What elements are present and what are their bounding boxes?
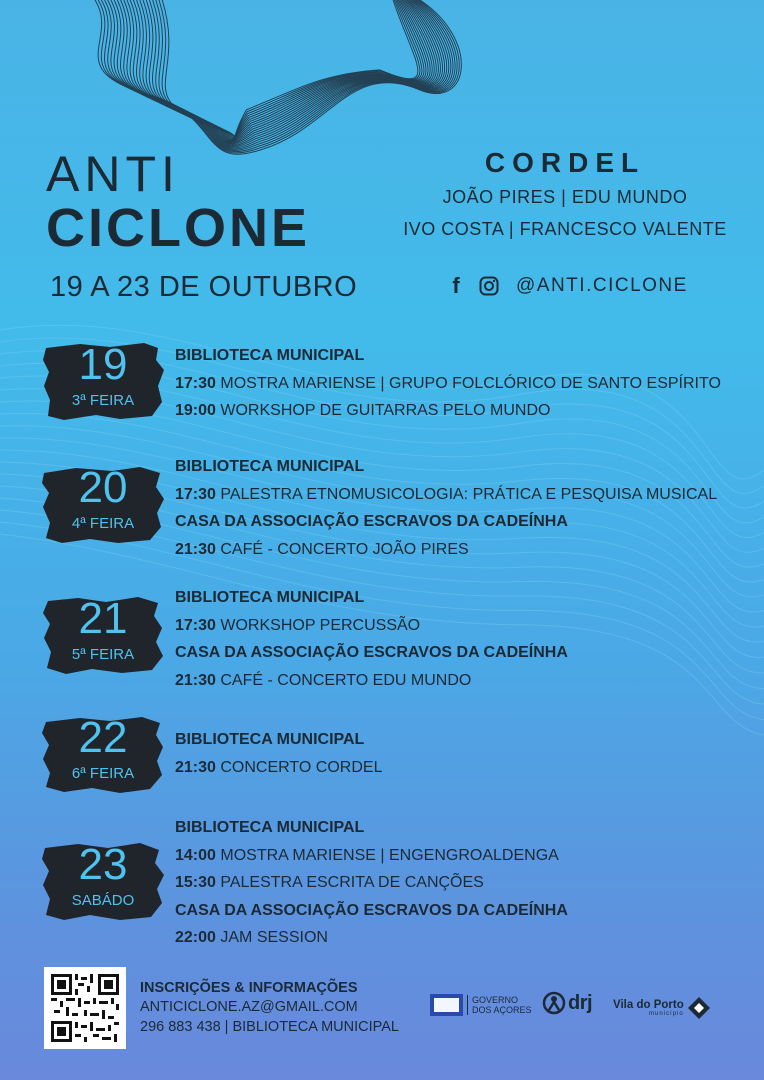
band-name: CORDEL: [484, 147, 646, 178]
event-description: JAM SESSION: [215, 929, 328, 946]
facebook-icon[interactable]: f: [452, 273, 460, 298]
event-line: [175, 667, 568, 695]
acores-flag-icon: [430, 994, 463, 1016]
day-weekday: 6ª FEIRA: [71, 765, 135, 782]
drj-emblem-icon: [542, 990, 566, 1016]
event-line: [175, 536, 717, 564]
event-time: 19:00: [175, 402, 216, 419]
event-description: PALESTRA ESCRITA DE CANÇÕES: [215, 874, 484, 891]
day-weekday: 3ª FEIRA: [71, 392, 135, 409]
event-line: [175, 612, 568, 640]
event-time: 15:30: [175, 874, 216, 891]
event-description: MOSTRA MARIENSE | ENGENGROALDENGA: [215, 846, 559, 864]
event-line: [175, 397, 721, 425]
day-number: 19: [78, 340, 128, 389]
venue-line: BIBLIOTECA MUNICIPAL: [175, 458, 365, 475]
event-time: 21:30: [175, 671, 216, 689]
event-line: [175, 481, 717, 509]
event-description: PALESTRA ETNOMUSICOLOGIA: PRÁTICA E PESQUISA MUSICAL: [215, 485, 718, 503]
title-line-ciclone: CICLONE: [46, 198, 310, 258]
venue-line: BIBLIOTECA MUNICIPAL: [175, 819, 365, 836]
day-badge: [40, 465, 166, 541]
event-description: WORKSHOP PERCUSSÃO: [215, 616, 421, 634]
event-description: CAFÉ - CONCERTO EDU MUNDO: [215, 671, 472, 689]
social-handle[interactable]: @ANTI.CICLONE: [516, 275, 688, 296]
logo-drj: [542, 990, 592, 1016]
venue-line: BIBLIOTECA MUNICIPAL: [175, 347, 365, 364]
event-description: MOSTRA MARIENSE | GRUPO FOLCLÓRICO DE SANTO ESPÍRITO: [215, 374, 721, 392]
day-events: [175, 726, 382, 781]
vdp-sub: município: [649, 1011, 684, 1017]
logo-gov-line2: DOS AÇORES: [472, 1005, 532, 1015]
day-badge: [40, 342, 166, 418]
event-time: 21:30: [175, 758, 216, 776]
event-dates: 19 A 23 DE OUTUBRO: [50, 271, 358, 303]
day-events: [175, 453, 717, 563]
band-members-line-2: IVO COSTA | FRANCESCO VALENTE: [403, 219, 727, 239]
contact-info: [140, 979, 399, 1037]
title-line-anti: ANTI: [46, 146, 180, 202]
vdp-text: Vila do Porto: [613, 999, 684, 1011]
event-line: [175, 842, 568, 870]
day-weekday: 4ª FEIRA: [71, 515, 135, 532]
contact-phone-location: 296 883 438 | BIBLIOTECA MUNICIPAL: [140, 1018, 399, 1035]
drj-text: drj: [568, 991, 593, 1014]
day-events: [175, 584, 568, 694]
venue-line: BIBLIOTECA MUNICIPAL: [175, 731, 365, 748]
event-description: WORKSHOP DE GUITARRAS PELO MUNDO: [215, 402, 551, 419]
event-title: [46, 148, 310, 256]
logo-governo-acores: [430, 994, 532, 1016]
event-time: 21:30: [175, 540, 216, 558]
logo-gov-line1: GOVERNO: [472, 995, 519, 1005]
contact-email[interactable]: ANTICICLONE.AZ@GMAIL.COM: [140, 999, 358, 1015]
day-number: 21: [78, 594, 128, 643]
venue-line: CASA DA ASSOCIAÇÃO ESCRAVOS DA CADEÍNHA: [175, 901, 568, 919]
day-badge: [40, 715, 166, 791]
day-badge: [40, 596, 166, 672]
day-events: [175, 342, 721, 425]
event-line: [175, 370, 721, 398]
venue-line: CASA DA ASSOCIAÇÃO ESCRAVOS DA CADEÍNHA: [175, 513, 568, 530]
day-number: 23: [78, 840, 128, 889]
event-description: CAFÉ - CONCERTO JOÃO PIRES: [215, 540, 469, 558]
day-number: 22: [78, 713, 128, 762]
qr-code[interactable]: [44, 967, 126, 1049]
event-time: 17:30: [175, 616, 216, 634]
day-badge: [40, 842, 166, 918]
event-time: 17:30: [175, 374, 216, 392]
day-weekday: SABÁDO: [71, 892, 135, 909]
contact-heading: INSCRIÇÕES & INFORMAÇÕES: [140, 980, 358, 996]
venue-line: BIBLIOTECA MUNICIPAL: [175, 589, 365, 606]
day-weekday: 5ª FEIRA: [71, 646, 135, 663]
event-description: CONCERTO CORDEL: [215, 758, 383, 776]
venue-line: CASA DA ASSOCIAÇÃO ESCRAVOS DA CADEÍNHA: [175, 644, 568, 661]
event-time: 17:30: [175, 485, 216, 503]
event-time: 14:00: [175, 846, 216, 864]
event-time: 22:00: [175, 929, 216, 946]
vdp-emblem-icon: [687, 996, 711, 1020]
event-line: [175, 754, 382, 782]
sponsor-logos: [430, 990, 730, 1024]
event-line: [175, 924, 568, 952]
event-line: [175, 869, 568, 897]
day-number: 20: [78, 463, 128, 512]
band-block: [400, 145, 730, 245]
social-links: [447, 275, 688, 297]
instagram-icon[interactable]: [479, 276, 499, 296]
logo-vila-do-porto: [613, 996, 711, 1020]
band-members-line-1: JOÃO PIRES | EDU MUNDO: [442, 187, 688, 207]
day-events: [175, 814, 568, 952]
